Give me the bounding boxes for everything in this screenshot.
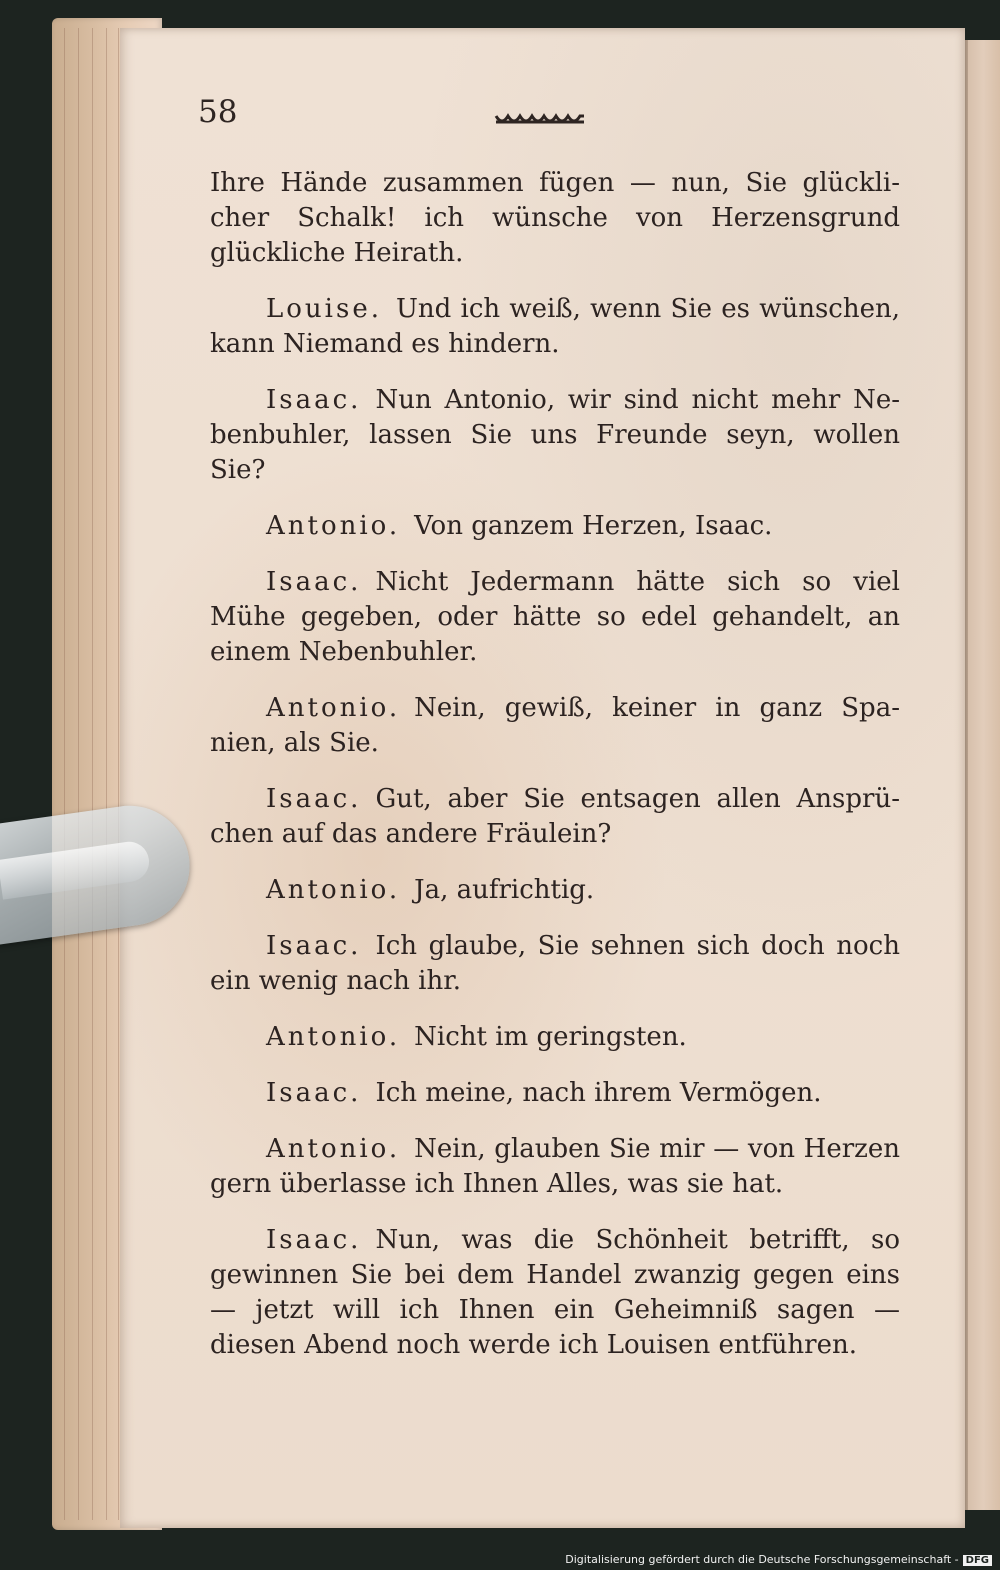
speaker-name: Isaac.: [266, 1078, 362, 1108]
page-text: [210, 166, 900, 1384]
digitization-credit: [565, 1553, 992, 1566]
dialogue-paragraph: [210, 166, 900, 271]
dialogue-paragraph: [210, 873, 900, 908]
dialogue-text: Nicht im geringsten.: [414, 1022, 687, 1052]
dialogue-text: Nun, was die Schönheit betrifft, so gewinnen Sie bei dem Handel zwanzig gegen eins — jetzt will ich Ihnen ein Geheimniß sagen — diesen Abend noch werde ich Louisen entführen.: [210, 1225, 900, 1360]
speaker-name: Isaac.: [266, 385, 362, 415]
dialogue-text: Ich meine, nach ihrem Vermögen.: [375, 1078, 822, 1108]
dialogue-text: Von ganzem Herzen, Isaac.: [414, 511, 773, 541]
book-page: [120, 28, 965, 1528]
speaker-name: Isaac.: [266, 567, 362, 597]
dialogue-text: Ja, aufrichtig.: [414, 875, 595, 905]
speaker-name: Isaac.: [266, 784, 362, 814]
speaker-name: Isaac.: [266, 1225, 362, 1255]
credit-text: Digitalisierung gefördert durch die Deutsche Forschungsgemeinschaft -: [565, 1553, 959, 1566]
dialogue-paragraph: [210, 1132, 900, 1202]
dialogue-text: Und ich weiß, wenn Sie es wünschen, kann Niemand es hindern.: [210, 294, 900, 359]
speaker-name: Antonio.: [266, 693, 401, 723]
page-number: 58: [198, 94, 238, 130]
dialogue-paragraph: [210, 509, 900, 544]
dialogue-text: Nicht Jedermann hätte sich so viel Mühe gegeben, oder hätte so edel gehandelt, an einem Nebenbuhler.: [210, 567, 900, 667]
header-ornament: [494, 112, 586, 126]
speaker-name: Antonio.: [266, 875, 401, 905]
dialogue-text: Nein, gewiß, keiner in ganz Spa- nien, als Sie.: [210, 693, 900, 758]
dialogue-paragraph: [210, 1076, 900, 1111]
dialogue-paragraph: [210, 782, 900, 852]
speaker-name: Louise.: [266, 294, 382, 324]
dialogue-text: Ich glaube, Sie sehnen sich doch noch ein wenig nach ihr.: [210, 931, 900, 996]
dialogue-text: Nun Antonio, wir sind nicht mehr Ne- benbuhler, lassen Sie uns Freunde seyn, wollen Sie?: [210, 385, 900, 485]
dialogue-paragraph: [210, 1020, 900, 1055]
speaker-name: Isaac.: [266, 931, 362, 961]
dialogue-paragraph: [210, 929, 900, 999]
dialogue-paragraph: [210, 1223, 900, 1363]
speaker-name: Antonio.: [266, 1134, 401, 1164]
speaker-name: Antonio.: [266, 1022, 401, 1052]
page-header: [198, 94, 898, 144]
dialogue-paragraph: [210, 565, 900, 670]
dialogue-paragraph: [210, 691, 900, 761]
dialogue-text: Nein, glauben Sie mir — von Herzen gern überlasse ich Ihnen Alles, was sie hat.: [210, 1134, 900, 1199]
dialogue-paragraph: [210, 383, 900, 488]
dialogue-paragraph: [210, 292, 900, 362]
speaker-name: Antonio.: [266, 511, 401, 541]
dfg-logo: DFG: [963, 1555, 992, 1566]
dialogue-text: Gut, aber Sie entsagen allen Ansprü- chen auf das andere Fräulein?: [210, 784, 900, 849]
dialogue-text: Ihre Hände zusammen fügen — nun, Sie glückli- cher Schalk! ich wünsche von Herzensgrund glückliche Heirath.: [210, 168, 900, 268]
